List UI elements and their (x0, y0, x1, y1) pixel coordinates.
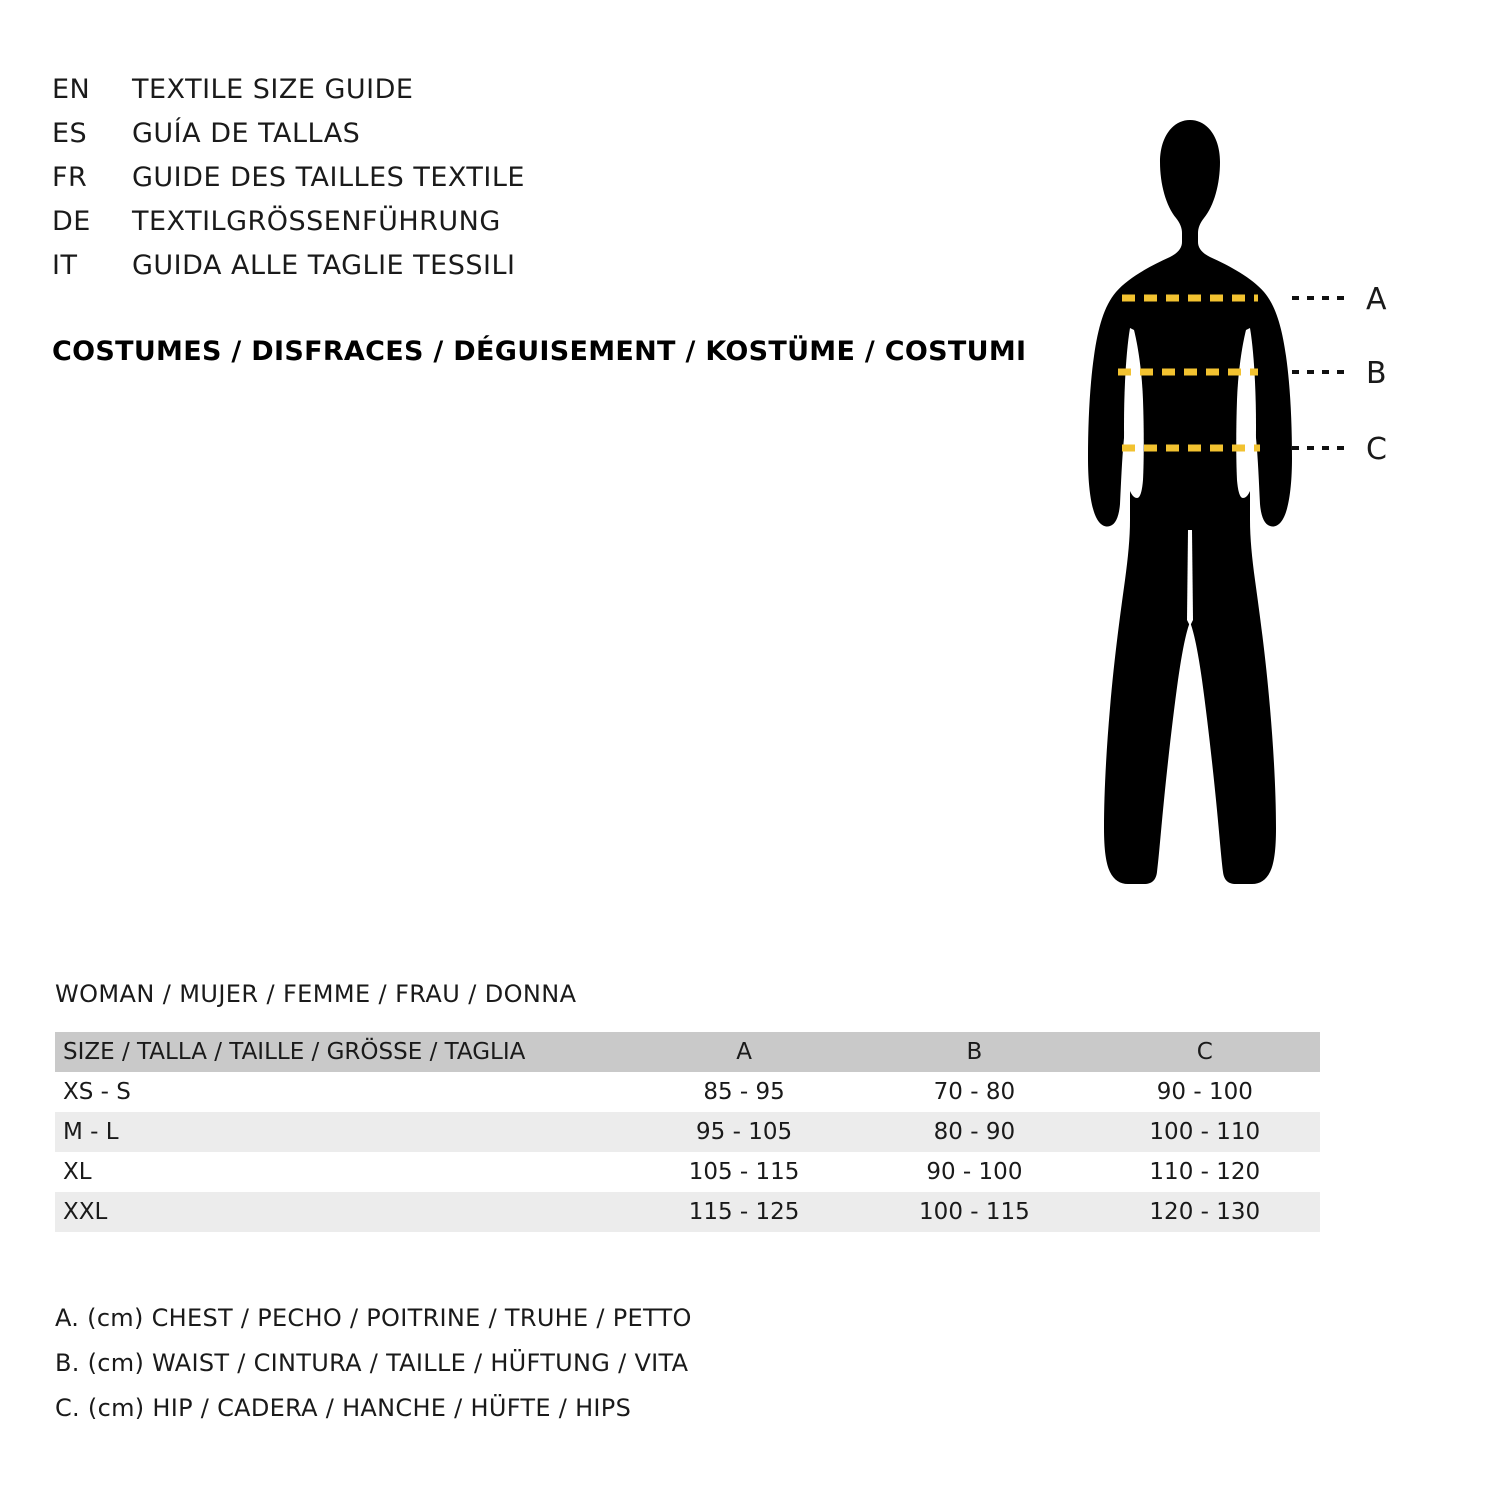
table-row (55, 1112, 1320, 1152)
female-silhouette-shape (1088, 120, 1292, 884)
legend-line-c: C. (cm) HIP / CADERA / HANCHE / HÜFTE / HIPS (55, 1394, 632, 1422)
language-code: DE (52, 206, 91, 237)
language-code: IT (52, 250, 78, 281)
language-row-es (52, 118, 1032, 162)
language-row-en (52, 74, 1032, 118)
cell-c: 110 - 120 (1149, 1159, 1261, 1185)
cell-a: 85 - 95 (703, 1079, 785, 1105)
header-c: C (1196, 1039, 1213, 1065)
cell-c: 90 - 100 (1156, 1079, 1253, 1105)
header-a: A (736, 1039, 752, 1065)
cell-a: 115 - 125 (688, 1199, 800, 1225)
language-label: GUIDE DES TAILLES TEXTILE (132, 162, 525, 193)
table-row (55, 1152, 1320, 1192)
language-code: EN (52, 74, 91, 105)
cell-a: 95 - 105 (696, 1119, 793, 1145)
language-code: ES (52, 118, 88, 149)
table-section-title: WOMAN / MUJER / FEMME / FRAU / DONNA (55, 980, 577, 1008)
costumes-heading: COSTUMES / DISFRACES / DÉGUISEMENT / KOSTÜME / COSTUMI (52, 336, 1027, 367)
table-row (55, 1192, 1320, 1232)
table-row (55, 1072, 1320, 1112)
marker-label-c: C (1366, 432, 1387, 467)
header-b: B (966, 1039, 983, 1065)
language-row-de (52, 206, 1032, 250)
language-row-fr (52, 162, 1032, 206)
legend-line-a: A. (cm) CHEST / PECHO / POITRINE / TRUHE / PETTO (55, 1304, 692, 1332)
cell-b: 100 - 115 (919, 1199, 1030, 1225)
cell-size: XXL (63, 1199, 108, 1225)
marker-label-b: B (1366, 356, 1387, 391)
marker-label-a: A (1366, 282, 1387, 317)
cell-size: M - L (63, 1119, 119, 1145)
cell-size: XS - S (63, 1079, 131, 1105)
measurement-legend (55, 1296, 955, 1431)
language-label: GUÍA DE TALLAS (132, 118, 361, 149)
cell-b: 80 - 90 (933, 1119, 1016, 1145)
header-size: SIZE / TALLA / TAILLE / GRÖSSE / TAGLIA (63, 1039, 526, 1065)
language-list (52, 74, 1032, 294)
legend-line-b: B. (cm) WAIST / CINTURA / TAILLE / HÜFTUNG / VITA (55, 1349, 689, 1377)
language-code: FR (52, 162, 88, 193)
measurement-figure (1040, 60, 1460, 940)
cell-b: 90 - 100 (926, 1159, 1023, 1185)
language-label: GUIDA ALLE TAGLIE TESSILI (132, 250, 516, 281)
language-row-it (52, 250, 1032, 294)
cell-size: XL (63, 1159, 92, 1185)
language-label: TEXTILE SIZE GUIDE (132, 74, 414, 105)
cell-c: 120 - 130 (1149, 1199, 1261, 1225)
language-label: TEXTILGRÖSSENFÜHRUNG (132, 206, 501, 237)
table-header-row (55, 1032, 1320, 1072)
cell-a: 105 - 115 (688, 1159, 800, 1185)
cell-c: 100 - 110 (1149, 1119, 1261, 1145)
size-table (55, 1032, 1320, 1232)
cell-b: 70 - 80 (933, 1079, 1016, 1105)
